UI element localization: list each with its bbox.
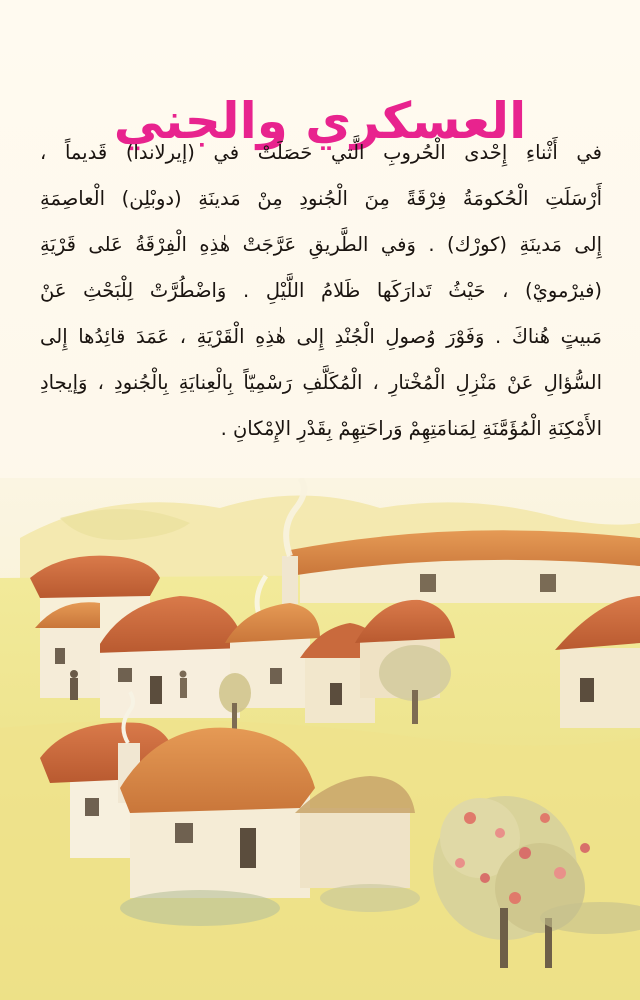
page-title: العسكري والجني: [113, 91, 527, 150]
paragraph-line: السُّؤالِ عَنْ مَنْزِلِ الْمُخْتارِ ، الْمُكَلَّفِ رَسْمِيّاً بِالْعِنايَةِ بِالْجُنودِ ، وَإيجادِ: [40, 371, 602, 394]
village-illustration: [0, 478, 640, 1000]
paragraph-line: مَبيتٍ هُناكَ . وَفَوْرَ وُصولِ الْجُنْدِ إِلى هٰذِهِ الْقَرْيَةِ ، عَمَدَ قائِدُها إِلى: [40, 325, 602, 348]
paragraph-line: الأَمْكِنَةِ الْمُؤَمَّنَةِ لِمَنامَتِهِمْ وَراحَتِهِمْ بِقَدْرِ الإِمْكانِ .: [220, 417, 602, 440]
story-paragraph: [40, 130, 602, 452]
paragraph-line: في أَثْناءِ إِحْدى الْحُروبِ الَّتي حَصَلَتْ في (إيرلاندا) قَديماً ،: [40, 141, 602, 164]
paragraph-line: إِلى مَدينَةِ (كورْك) . وَفي الطَّريقِ عَرَّجَتْ هٰذِهِ الْفِرْقَةُ عَلى قَرْيَةِ: [40, 233, 602, 256]
paragraph-line: (فيرْمويْ) ، حَيْثُ تَدارَكَها ظَلامُ اللَّيْلِ . وَاضْطُرَّتْ لِلْبَحْثِ عَنْ: [40, 279, 602, 302]
paragraph-line: أَرْسَلَتِ الْحُكومَةُ فِرْقَةً مِنَ الْجُنودِ مِنْ مَدينَةِ (دوبْلِن) الْعاصِمَةِ: [40, 187, 602, 210]
